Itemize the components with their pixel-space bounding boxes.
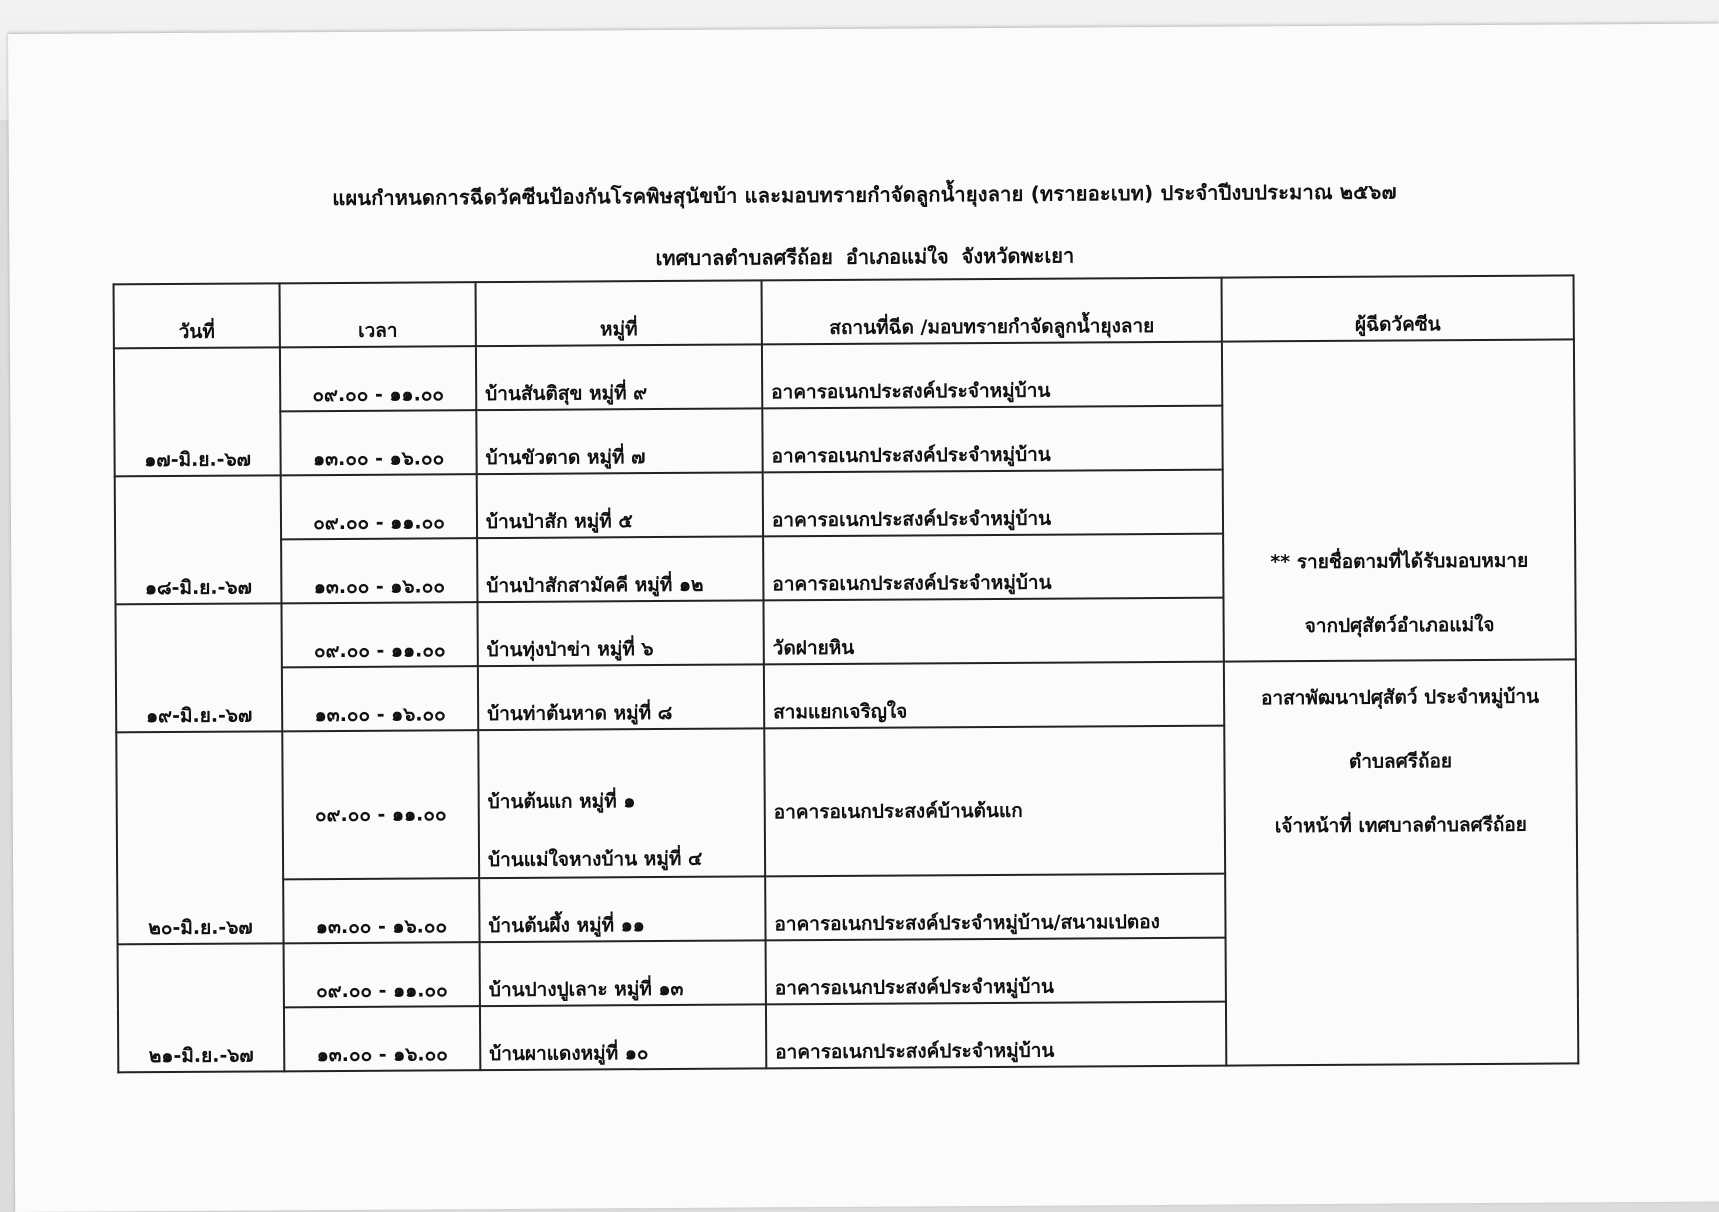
village-cell: บ้านป่าสัก หมู่ที่ ๕	[477, 472, 763, 538]
time-cell: ๑๓.๐๐ - ๑๖.๐๐	[280, 410, 476, 475]
header-injector: ผู้ฉีดวัคซีน	[1222, 275, 1574, 341]
place-cell: อาคารอเนกประสงค์ประจำหมู่บ้าน	[762, 342, 1222, 409]
place-cell: อาคารอเนกประสงค์บ้านต้นแก	[764, 726, 1225, 877]
date-cell: ๑๗-มิ.ย.-๖๗	[114, 347, 281, 476]
village-cell: บ้านปางปูเลาะ หมู่ที่ ๑๓	[480, 940, 766, 1006]
table-row	[114, 339, 1574, 412]
village-line-1: บ้านต้นแก หมู่ที่ ๑	[487, 790, 636, 814]
village-cell	[478, 728, 765, 878]
date-cell: ๑๘-มิ.ย.-๖๗	[115, 475, 282, 604]
time-cell: ๐๙.๐๐ - ๑๑.๐๐	[281, 602, 477, 667]
place-cell: อาคารอเนกประสงค์ประจำหมู่บ้าน	[763, 534, 1223, 601]
date-cell: ๒๑-มิ.ย.-๖๗	[118, 943, 285, 1072]
place-cell: อาคารอเนกประสงค์ประจำหมู่บ้าน	[766, 1002, 1226, 1069]
village-cell: บ้านต้นผึ้ง หมู่ที่ ๑๑	[479, 876, 765, 942]
header-village: หมู่ที่	[476, 280, 762, 346]
time-cell: ๑๓.๐๐ - ๑๖.๐๐	[282, 666, 478, 731]
place-cell: สามแยกเจริญใจ	[764, 662, 1224, 729]
injector-line-3: อาสาพัฒนาปศุสัตว์ ประจำหมู่บ้าน	[1260, 685, 1540, 710]
time-cell: ๐๙.๐๐ - ๑๑.๐๐	[280, 346, 476, 411]
village-cell: บ้านท่าต้นหาด หมู่ที่ ๘	[478, 664, 764, 730]
place-cell: วัดฝายหิน	[763, 598, 1223, 665]
table-header-row	[114, 275, 1574, 348]
header-place: สถานที่ฉีด /มอบทรายกำจัดลูกน้ำยุงลาย	[762, 278, 1222, 345]
village-cell: บ้านสันติสุข หมู่ที่ ๙	[476, 344, 762, 410]
time-cell: ๐๙.๐๐ - ๑๑.๐๐	[284, 942, 480, 1007]
injector-cell-bottom	[1224, 659, 1578, 1065]
village-cell: บ้านป่าสักสามัคคี หมู่ที่ ๑๒	[477, 536, 763, 602]
document-subtitle: เทศบาลตำบลศรีถ้อย อำเภอแม่ใจ จังหวัดพะเยา	[655, 243, 1075, 271]
time-cell: ๐๙.๐๐ - ๑๑.๐๐	[282, 730, 479, 879]
place-cell: อาคารอเนกประสงค์ประจำหมู่บ้าน/สนามเปตอง	[765, 874, 1225, 941]
time-cell: ๑๓.๐๐ - ๑๖.๐๐	[284, 1006, 480, 1071]
time-cell: ๑๓.๐๐ - ๑๖.๐๐	[281, 538, 477, 603]
place-cell: อาคารอเนกประสงค์ประจำหมู่บ้าน	[766, 938, 1226, 1005]
document-page	[8, 24, 1719, 1212]
time-cell: ๑๓.๐๐ - ๑๖.๐๐	[283, 878, 479, 943]
village-cell: บ้านขัวตาด หมู่ที่ ๗	[476, 408, 762, 474]
village-cell: บ้านทุ่งป่าข่า หมู่ที่ ๖	[477, 600, 763, 666]
village-line-2: บ้านแม่ใจหางบ้าน หมู่ที่ ๔	[487, 847, 703, 872]
date-cell: ๑๙-มิ.ย.-๖๗	[115, 603, 282, 732]
injector-cell-top	[1222, 339, 1576, 661]
injector-line-5: เจ้าหน้าที่ เทศบาลตำบลศรีถ้อย	[1274, 813, 1527, 838]
village-cell: บ้านผาแดงหมู่ที่ ๑๐	[480, 1004, 766, 1070]
injector-line-1: ** รายชื่อตามที่ได้รับมอบหมาย	[1270, 549, 1529, 574]
header-date: วันที่	[114, 283, 280, 348]
schedule-table	[113, 274, 1580, 1073]
injector-line-4: ตำบลศรีถ้อย	[1348, 750, 1453, 773]
date-cell: ๒๐-มิ.ย.-๖๗	[116, 731, 283, 944]
time-cell: ๐๙.๐๐ - ๑๑.๐๐	[281, 474, 477, 539]
place-cell: อาคารอเนกประสงค์ประจำหมู่บ้าน	[763, 470, 1223, 537]
document-title: แผนกำหนดการฉีดวัคซีนป้องกันโรคพิษสุนัขบ้า และมอบทรายกำจัดลูกน้ำยุงลาย (ทรายอะเบท) ประจำปีงบประมาณ ๒๕๖๗	[332, 179, 1397, 211]
table-row	[116, 659, 1576, 732]
injector-line-2: จากปศุสัตว์อำเภอแม่ใจ	[1304, 613, 1495, 638]
place-cell: อาคารอเนกประสงค์ประจำหมู่บ้าน	[762, 406, 1222, 473]
header-time: เวลา	[280, 282, 476, 347]
